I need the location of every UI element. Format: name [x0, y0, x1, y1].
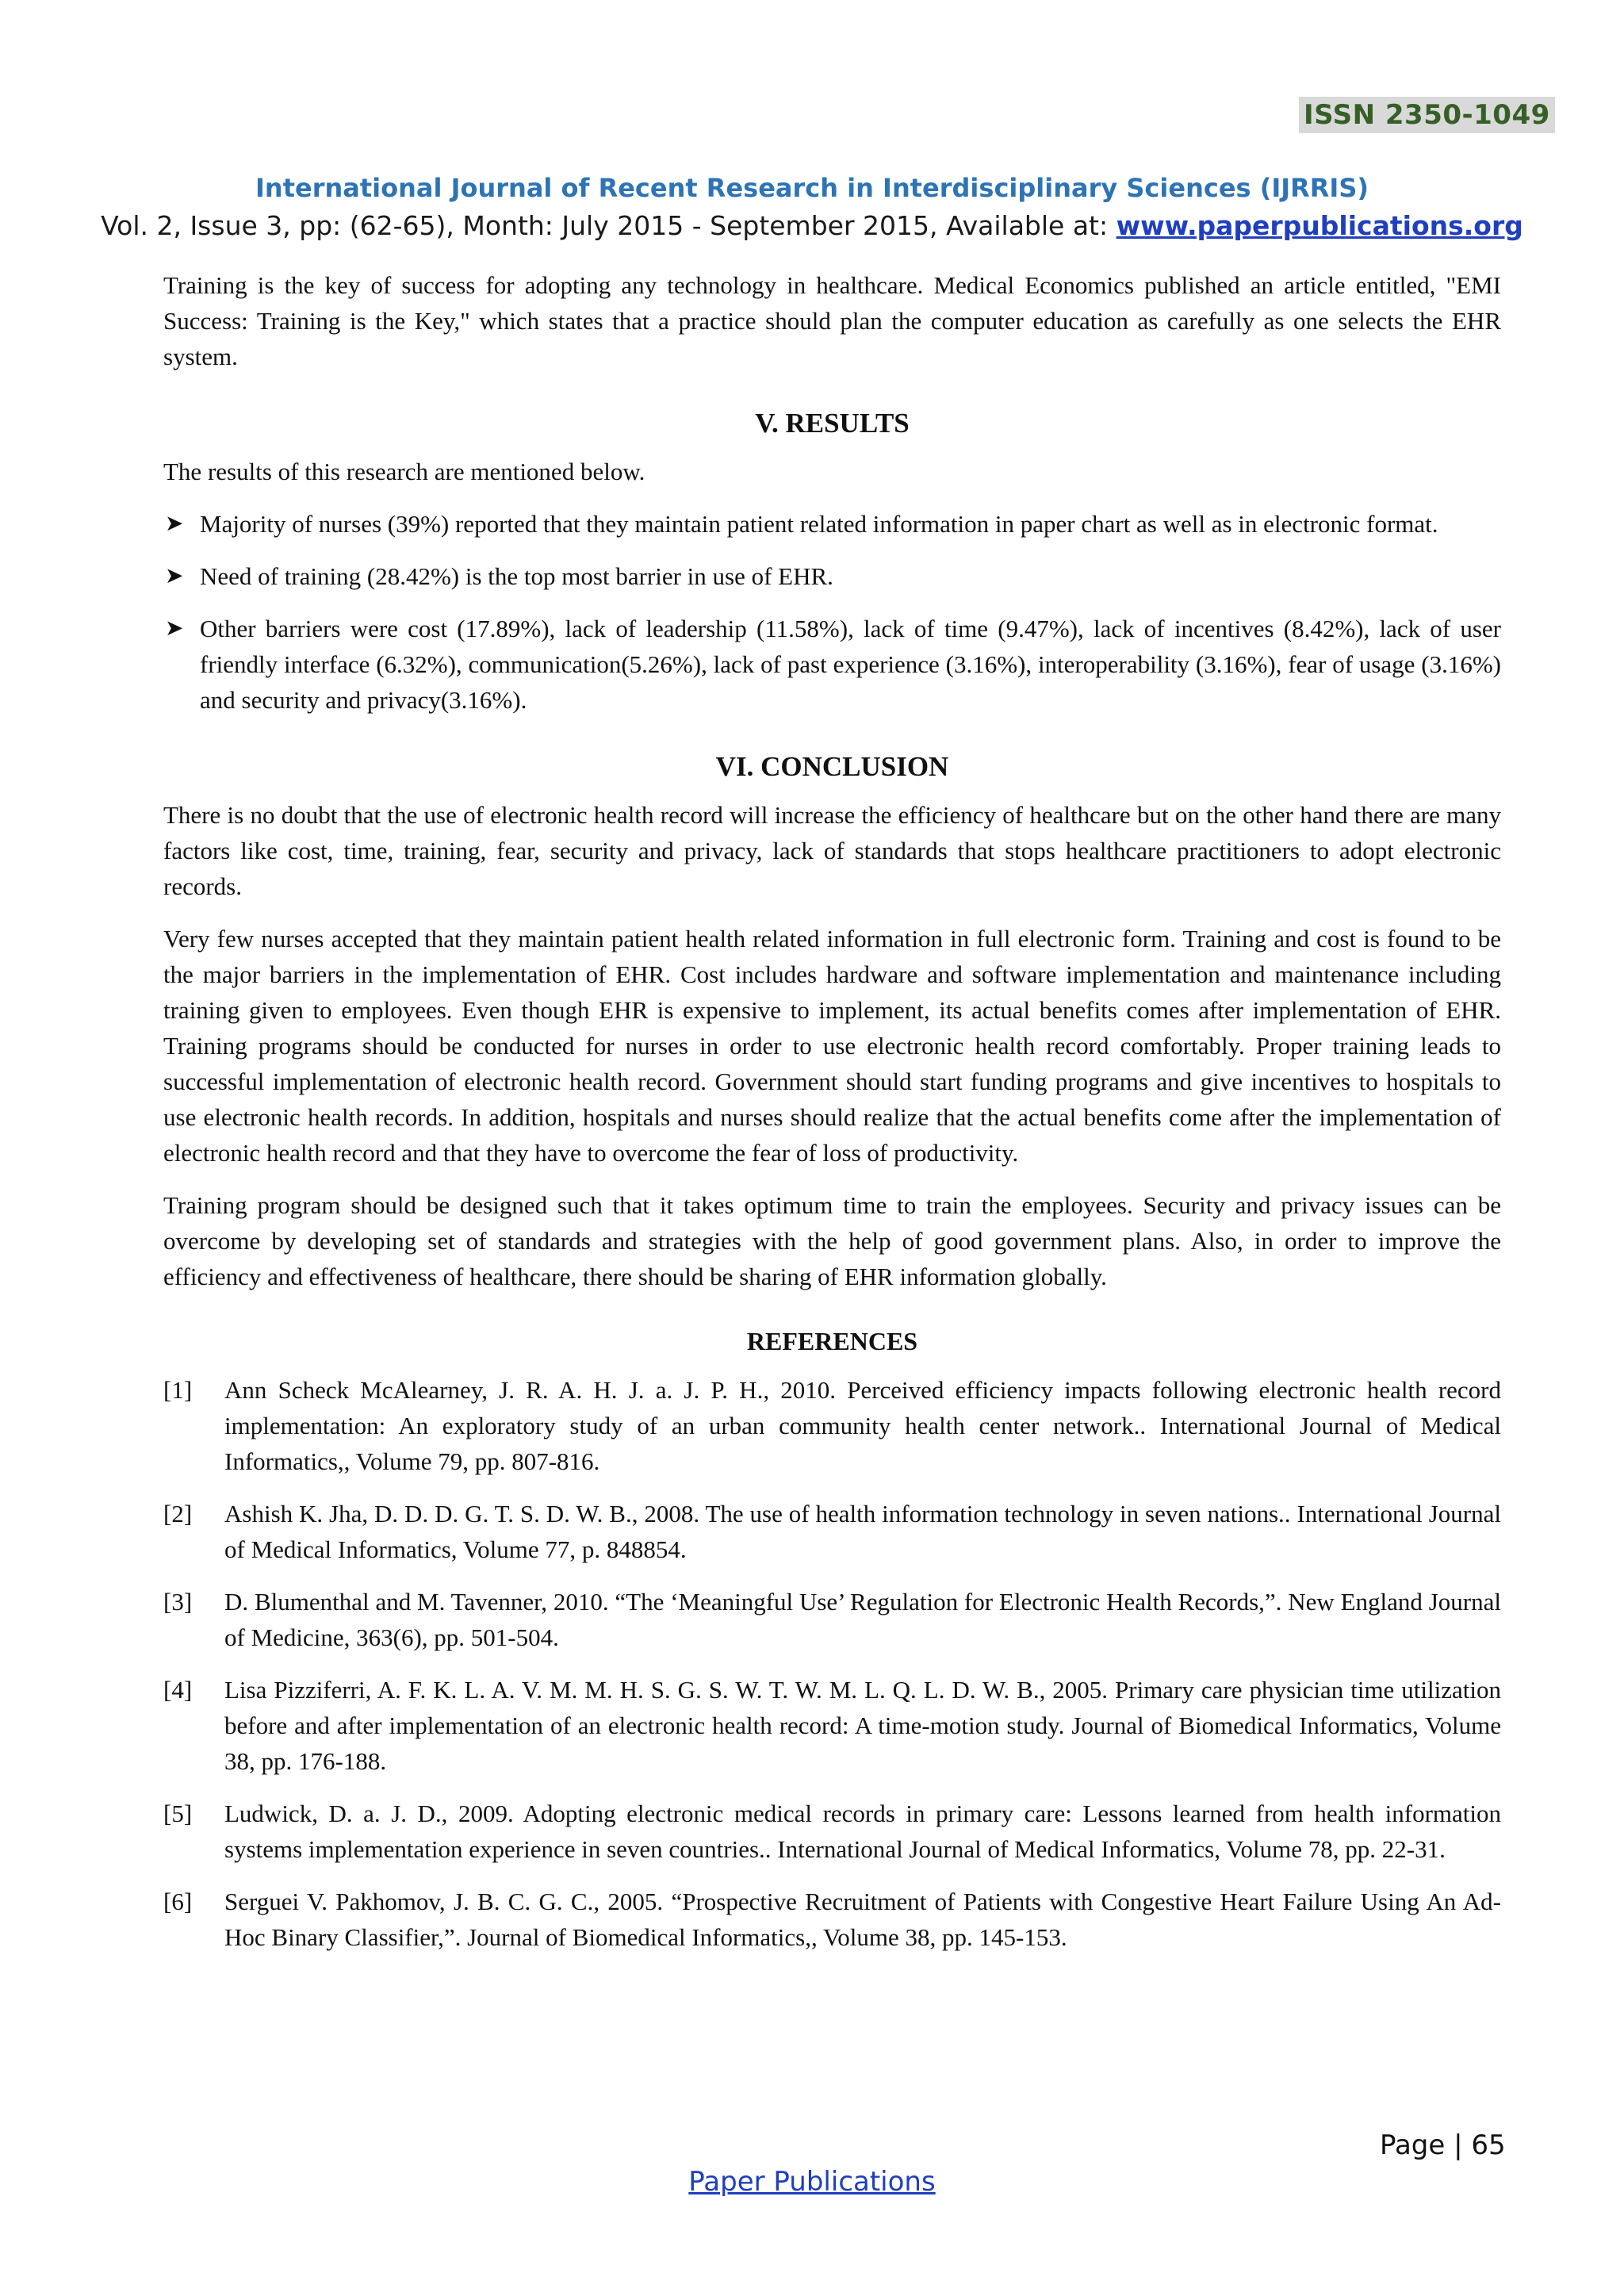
reference-number: [3]	[163, 1588, 193, 1616]
reference-item	[163, 1584, 1501, 1655]
list-item-text: Need of training (28.42%) is the top most barrier in use of EHR.	[200, 562, 833, 590]
reference-text: Ann Scheck McAlearney, J. R. A. H. J. a. J. P. H., 2010. Perceived efficiency impacts following electronic health record implementation: An exploratory study of an urban community health center network.. International Journal of Medical Informatics,, Volume 79, pp. 807-816.	[224, 1376, 1501, 1475]
page-body	[163, 267, 1501, 1955]
page-number: Page | 65	[1380, 2129, 1506, 2161]
reference-number: [2]	[163, 1500, 193, 1527]
journal-title: International Journal of Recent Research in Interdisciplinary Sciences (IJRRIS)	[255, 173, 1369, 203]
list-item	[163, 611, 1501, 718]
conclusion-paragraph: Training program should be designed such that it takes optimum time to train the employees. Security and privacy issues can be overcome by developing set of standards and strategies with the help of good government plans. Also, in order to improve the efficiency and effectiveness of healthcare, there should be sharing of EHR information globally.	[163, 1191, 1501, 1290]
arrow-bullet-icon: ➤	[165, 564, 184, 588]
reference-number: [6]	[163, 1888, 193, 1915]
intro-paragraph: Training is the key of success for adopting any technology in healthcare. Medical Economics published an article entitled, "EMI Success: Training is the Key," which states that a practice should plan the computer education as carefully as one selects the EHR system.	[163, 271, 1501, 370]
arrow-bullet-icon: ➤	[165, 616, 184, 641]
journal-website-link[interactable]: www.paperpublications.org	[1116, 210, 1523, 241]
references-list	[163, 1372, 1501, 1955]
results-list	[163, 506, 1501, 718]
reference-item	[163, 1496, 1501, 1567]
reference-number: [5]	[163, 1800, 193, 1827]
reference-text: Lisa Pizziferri, A. F. K. L. A. V. M. M. H. S. G. S. W. T. W. M. L. Q. L. D. W. B., 2005. Primary care physician time utilization before and after implementation of an electronic health record: A time-motion study. Journal of Biomedical Informatics, Volume 38, pp. 176-188.	[224, 1676, 1501, 1775]
conclusion-paragraph: There is no doubt that the use of electronic health record will increase the efficiency of healthcare but on the other hand there are many factors like cost, time, training, fear, security and privacy, lack of standards that stops healthcare practitioners to adopt electronic records.	[163, 801, 1501, 900]
reference-number: [4]	[163, 1676, 193, 1704]
conclusion-paragraph: Very few nurses accepted that they maintain patient health related information in full electronic form. Training and cost is found to be the major barriers in the implementation of EHR. Cost includes hardware and software implementation and maintenance including training given to employees. Even though EHR is expensive to implement, its actual benefits comes after implementation of EHR. Training programs should be conducted for nurses in order to use electronic health record comfortably. Proper training leads to successful implementation of electronic health record. Government should start funding programs and give incentives to hospitals to use electronic health records. In addition, hospitals and nurses should realize that the actual benefits come after the implementation of electronic health record and that they have to overcome the fear of loss of productivity.	[163, 925, 1501, 1167]
reference-item	[163, 1372, 1501, 1479]
reference-text: D. Blumenthal and M. Tavenner, 2010. “The ‘Meaningful Use’ Regulation for Electronic Health Records,”. New England Journal of Medicine, 363(6), pp. 501-504.	[224, 1588, 1501, 1651]
reference-item	[163, 1672, 1501, 1779]
arrow-bullet-icon: ➤	[165, 512, 184, 536]
journal-meta-text: Vol. 2, Issue 3, pp: (62-65), Month: July 2015 - September 2015, Available at:	[101, 210, 1116, 241]
results-lead: The results of this research are mentioned below.	[163, 458, 645, 485]
reference-item	[163, 1884, 1501, 1955]
reference-item	[163, 1796, 1501, 1867]
reference-number: [1]	[163, 1376, 193, 1404]
list-item-text: Other barriers were cost (17.89%), lack of leadership (11.58%), lack of time (9.47%), lack of incentives (8.42%), lack of user friendly interface (6.32%), communication(5.26%), lack of past experience (3.16%), interoperability (3.16%), fear of usage (3.16%) and security and privacy(3.16%).	[200, 615, 1501, 714]
list-item-text: Majority of nurses (39%) reported that they maintain patient related information in paper chart as well as in electronic format.	[200, 510, 1438, 538]
results-heading: V. RESULTS	[755, 408, 910, 439]
publisher-link[interactable]: Paper Publications	[688, 2166, 936, 2198]
conclusion-heading: VI. CONCLUSION	[715, 751, 949, 782]
journal-meta	[0, 208, 1624, 244]
reference-text: Ashish K. Jha, D. D. D. G. T. S. D. W. B., 2008. The use of health information technology in seven nations.. International Journal of Medical Informatics, Volume 77, p. 848854.	[224, 1500, 1501, 1563]
reference-text: Serguei V. Pakhomov, J. B. C. G. C., 2005. “Prospective Recruitment of Patients with Congestive Heart Failure Using An Ad-Hoc Binary Classifier,”. Journal of Biomedical Informatics,, Volume 38, pp. 145-153.	[224, 1888, 1501, 1951]
reference-text: Ludwick, D. a. J. D., 2009. Adopting electronic medical records in primary care: Lessons learned from health information systems implementation experience in seven countries.. International Journal of Medical Informatics, Volume 78, pp. 22-31.	[224, 1800, 1501, 1863]
issn-badge: ISSN 2350-1049	[1299, 97, 1555, 133]
list-item	[163, 558, 1501, 594]
list-item	[163, 506, 1501, 542]
references-heading: REFERENCES	[746, 1327, 918, 1355]
